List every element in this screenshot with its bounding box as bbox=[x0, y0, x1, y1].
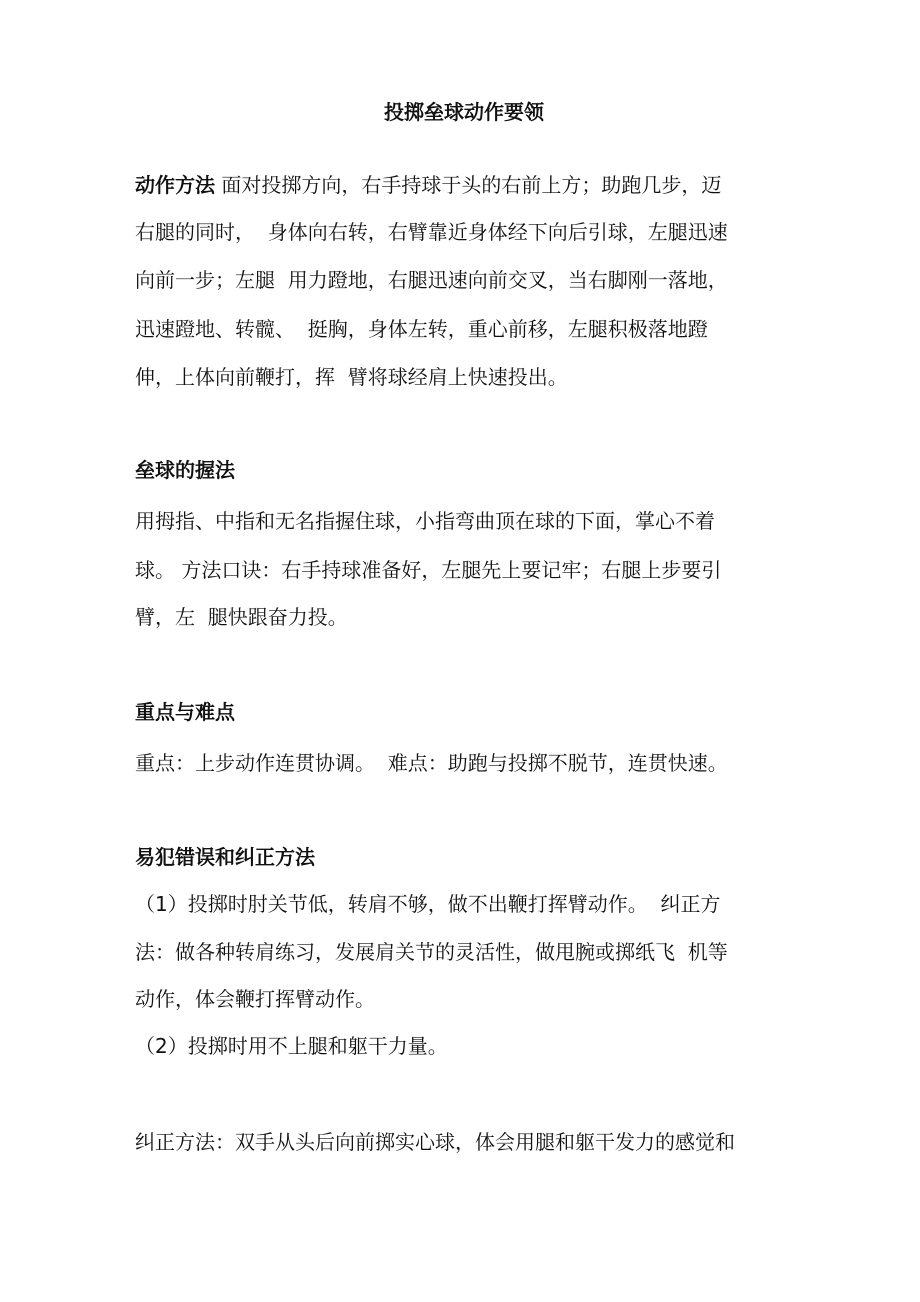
method-line-5: 伸，上体向前鞭打，挥 臂将球经肩上快速投出。 bbox=[135, 365, 568, 389]
key-line-1: 重点：上步动作连贯协调。 难点：助跑与投掷不脱节，连贯快速。 bbox=[135, 751, 728, 775]
method-line-2: 右腿的同时， 身体向右转，右臂靠近身体经下向后引球，左腿迅速 bbox=[135, 220, 728, 244]
grip-line-3: 臂，左 腿快跟奋力投。 bbox=[135, 605, 348, 629]
method-text: 面对投掷方向，右手持球于头的右前上方；助跑几步，迈 bbox=[215, 173, 722, 197]
method-label: 动作方法 bbox=[135, 173, 215, 197]
document-title: 投掷垒球动作要领 bbox=[384, 100, 544, 124]
errors-line-4: （2）投掷时用不上腿和躯干力量。 bbox=[135, 1034, 448, 1058]
errors-heading: 易犯错误和纠正方法 bbox=[135, 845, 315, 869]
grip-line-1: 用拇指、中指和无名指握住球，小指弯曲顶在球的下面，掌心不着 bbox=[135, 509, 715, 533]
errors-line-2: 法：做各种转肩练习，发展肩关节的灵活性，做甩腕或掷纸飞 机等 bbox=[135, 940, 728, 964]
method-line-1 bbox=[135, 171, 721, 199]
grip-heading: 垒球的握法 bbox=[135, 458, 235, 482]
method-line-3: 向前一步；左腿 用力蹬地，右腿迅速向前交叉，当右脚刚一落地， bbox=[135, 268, 728, 292]
errors-line-1: （1）投掷时肘关节低，转肩不够，做不出鞭打挥臂动作。 纠正方 bbox=[135, 892, 721, 916]
grip-line-2: 球。 方法口诀：右手持球准备好，左腿先上要记牢；右腿上步要引 bbox=[135, 558, 722, 582]
method-line-4: 迅速蹬地、转髋、 挺胸，身体左转，重心前移，左腿积极落地蹬 bbox=[135, 317, 708, 341]
key-heading: 重点与难点 bbox=[135, 700, 235, 724]
errors-line-3: 动作，体会鞭打挥臂动作。 bbox=[135, 987, 375, 1011]
correction-line: 纠正方法：双手从头后向前掷实心球，体会用腿和躯干发力的感觉和 bbox=[135, 1130, 735, 1154]
